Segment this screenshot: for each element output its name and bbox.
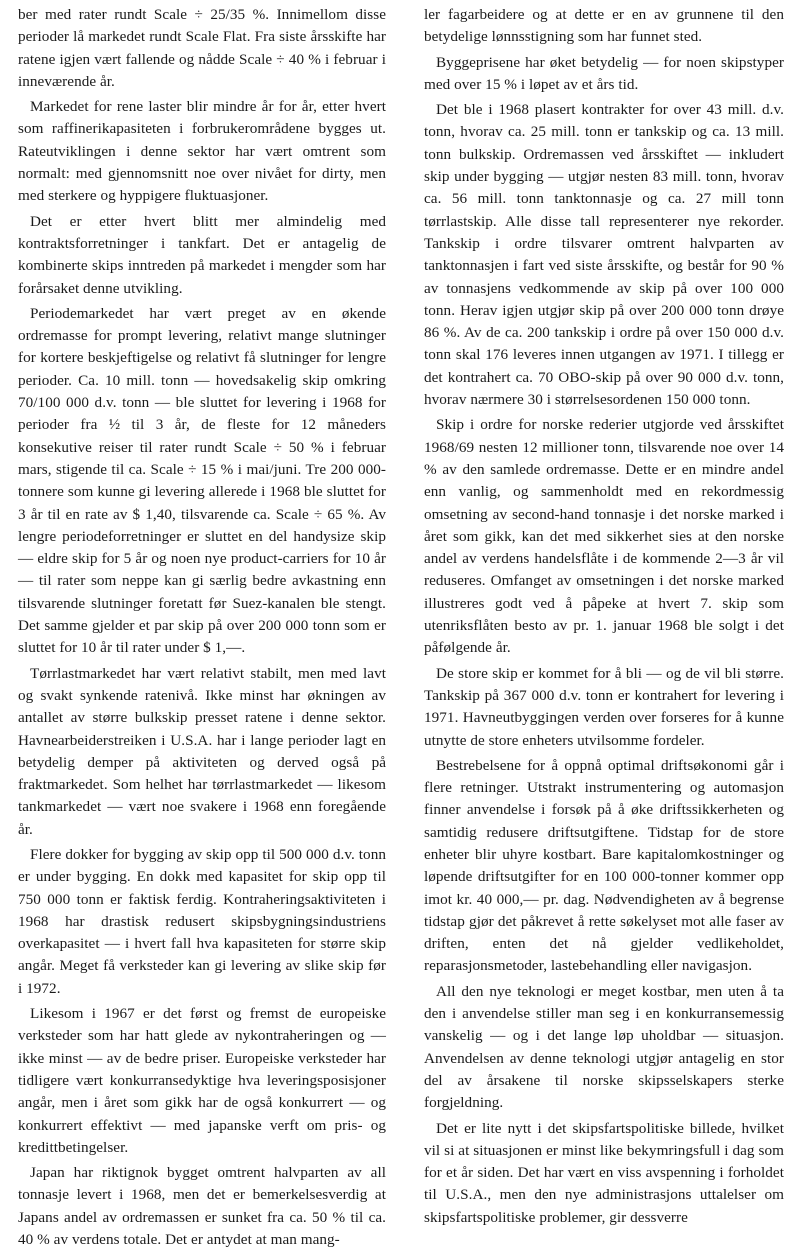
paragraph: Markedet for rene laster blir mindre år for år, etter hvert som raffinerikapasiteten i forbrukerområdene bygges ut. Rateutviklingen i denne sektor har vært omtrent som normalt: med gjennomsnitt noe over nivået for dirty, men med sterkere og hyppigere fluktuasjoner. [18, 98, 386, 205]
paragraph: Byggeprisene har øket betydelig — for noen skipstyper med over 15 % i løpet av et års tid. [424, 53, 784, 93]
paragraph: Flere dokker for bygging av skip opp til 500 000 d.v. tonn er under bygging. En dokk med kapasitet for skip opp til 750 000 tonn er faktisk ferdig. Kontraheringsaktiviteten i 1968 har drastisk redusert skipsbygningsindustriens overkapasitet — i hvert fall hva kapasiteten for større skip angår. Meget få verksteder kan gi levering av slike skip før i 1972. [18, 845, 386, 997]
left-text-column [18, 4, 386, 1254]
paragraph: De store skip er kommet for å bli — og de vil bli større. Tankskip på 367 000 d.v. tonn er kontrahert for levering i 1971. Havneutbyggingen verden over forseres for å kunne utnytte de store enheters utvilsomme fordeler. [424, 664, 784, 749]
paragraph: All den nye teknologi er meget kostbar, men uten å ta den i anvendelse stiller man seg i en konkurransemessig vanskelig — og i det lange løp uholdbar — situasjon. Anvendelsen av denne teknologi utgjør antagelig en stor del av årsakene til norske skipsselskapers sterke forgjeldning. [424, 982, 784, 1112]
paragraph: Det er lite nytt i det skipsfartspolitiske billede, hvilket vil si at situasjonen er minst like bekymringsfull i dag som for et år siden. Det har vært en viss avspenning i forholdet til U.S.A., men den nye administrasjons uttalelser om skipsfartspolitiske problemer, gir dessverre [424, 1119, 784, 1226]
paragraph: Likesom i 1967 er det først og fremst de europeiske verksteder som har hatt glede av nykontraheringen og — ikke minst — av de bedre priser. Europeiske verksteder har tidligere vært konkurransedyktige hva leveringsposisjoner angår, men i året som gikk har de også konkurrert — og konkurrert effektivt — med japanske verft om pris- og kredittbetingelser. [18, 1005, 386, 1156]
paragraph: Tørrlastmarkedet har vært relativt stabilt, men med lavt og svakt synkende ratenivå. Ikke minst har økningen av antallet av større bulkskip presset ratene i denne sektor. Havnearbeiderstreiken i U.S.A. har i lange perioder lagt en betydelig demper på aktiviteten og derved også på fraktmarkedet. Som helhet har tørrlastmarkedet — likesom tankmarkedet — vært noe svakere i 1968 enn foregående år. [18, 664, 386, 838]
paragraph: ler fagarbeidere og at dette er en av grunnene til den betydelige lønnsstigning som har funnet sted. [424, 6, 784, 46]
paragraph: Japan har riktignok bygget omtrent halvparten av all tonnasje levert i 1968, men det er bemerkelsesverdig at Japans andel av ordremassen er sunket fra ca. 50 % til ca. 40 % av verdens totale. Det er antydet at man mang- [18, 1164, 386, 1249]
right-text-column [424, 4, 784, 1232]
paragraph: Skip i ordre for norske rederier utgjorde ved årsskiftet 1968/69 nesten 12 millioner tonn, tilsvarende noe over 14 % av den samlede ordremasse. Dette er en mindre andel enn vanlig, og sammenholdt med en rekordmessig omsetning av second-hand tonnasje i det norske marked i året som gikk, kan det med sikkerhet sies at den norske andel av verdens handelsflåte i de kommende 2—3 år vil reduseres. Omfanget av omsetningen i det norske marked illustreres godt ved å påpeke at hvert 7. skip som utenriksflåten besto av pr. 1. januar 1968 ble solgt i det påfølgende år. [424, 416, 784, 657]
paragraph: Bestrebelsene for å oppnå optimal driftsøkonomi går i flere retninger. Utstrakt instrumentering og automasjon finner anvendelse i forsøk på å øke driftssikkerheten og samtidig redusere driftsutgiftene. Tidstap for de store enheter blir uhyre kostbart. Bare kapitalomkostninger og løpende driftsutgifter for en 100 000-tonner kommer opp imot kr. 40 000,— pr. dag. Nødvendigheten av å begrense tidstap gjør det påkrevet å rette søkelyset mot alle faser av driften, enten det nå gjelder vedlikeholdet, reparasjonsmetoder, lastebehandling eller navigasjon. [424, 756, 784, 975]
paragraph: Periodemarkedet har vært preget av en økende ordremasse for prompt levering, relativt mange slutninger for kortere beskjeftigelse og relativt få slutninger for lengre perioder. Ca. 10 mill. tonn — hovedsakelig skip omkring 70/100 000 d.v. tonn — ble sluttet for levering i 1968 for perioder fra ½ til 3 år, de fleste for 12 måneders konsekutive reiser til rater rundt Scale ÷ 50 % i februar mars, stigende til ca. Scale ÷ 15 % i mai/juni. Tre 200 000-tonnere som kunne gi levering allerede i 1968 ble sluttet for 3 år til en rate av $ 1,40, tilsvarende ca. Scale ÷ 65 %. Av lengre periodeforretninger er sluttet en del handysize skip — eldre skip for 5 år og noen nye product-carriers for 10 år — til rater som neppe kan gi særlig bedre avkastning enn tilsvarende slutninger foretatt før Suez-kanalen ble stengt. Det samme gjelder et par skip på over 200 000 tonn som er sluttet for 10 år til rater under $ 1,—. [18, 304, 386, 657]
paragraph: Det ble i 1968 plasert kontrakter for over 43 mill. d.v. tonn, hvorav ca. 25 mill. tonn er tankskip og ca. 13 mill. tonn bulkskip. Ordremassen ved årsskiftet — inkludert skip under bygging — utgjør nesten 83 mill. tonn, hvorav ca. 56 mill. tonn tanktonnasje og ca. 27 mill tonn tørrlastskip. Alle disse tall representerer nye rekorder. Tankskip i ordre tilsvarer omtrent halvparten av tanktonnasjen i fart ved siste årsskifte, og består for 90 % av tonnasjens vedkommende av skip på over 100 000 tonn. Herav igjen utgjør skip på over 200 000 tonn drøye 86 %. Av de ca. 200 tankskip i ordre på over 150 000 d.v. tonn skal 176 leveres innen utgangen av 1971. I tillegg er det kontrahert ca. 70 OBO-skip på over 90 000 d.v. tonn, hvorav nærmere 30 i størrelsesordenen 150 000 tonn. [424, 101, 784, 409]
paragraph: Det er etter hvert blitt mer almindelig med kontraktsforretninger i tankfart. Det er antagelig de kombinerte skips inntreden på markedet i mengder som har forårsaket denne utvikling. [18, 212, 386, 297]
paragraph: ber med rater rundt Scale ÷ 25/35 %. Innimellom disse perioder lå markedet rundt Scale Flat. Fra siste årsskifte har ratene igjen vært fallende og nådde Scale ÷ 40 % i februar i inneværende år. [18, 6, 386, 90]
